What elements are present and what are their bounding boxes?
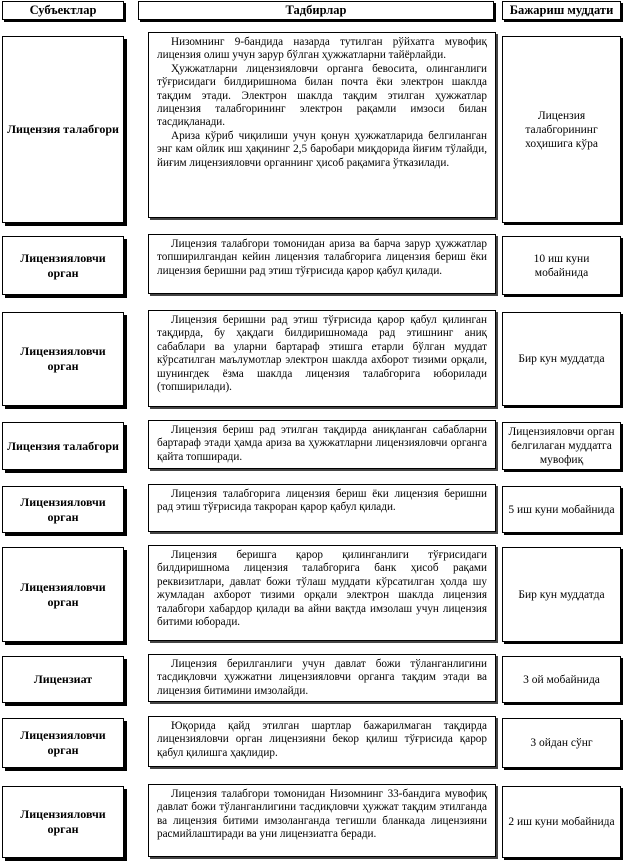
measure-paragraph: Лицензия талабгори томонидан ариза ва барча зарур ҳужжатлар топширилгандан кейин лицензия талабгорига лицензия бериш ёки лицензия беришни рад этиш тўғрисида қарор қабул қилади. [157,238,487,277]
header-measures [138,1,494,20]
row-deadline-label: Бир кун муддатда [518,588,605,601]
row-subject [2,718,124,768]
row-deadline-label: 3 ойдан сўнг [530,737,593,749]
row-measures [148,234,496,294]
measure-paragraph: Лицензия беришга қарор қилинганлиги тўғрисидаги билдиришнома лицензия талабгорига банк ҳисоб рақами реквизитлари, давлат божи тўлаш муддати кўрсатилган ҳолда шу жумладан ахборот тизими орқали электрон шаклда лицензия талабгори хабардор қилади ва айни вақтда имзолаш учун лицензия битими юборади. [157,549,487,629]
header-deadline-label: Бажариш муддати [509,3,614,17]
row-measures [148,545,496,641]
row-measures [148,310,496,407]
measure-paragraph: Лицензия талабгорига лицензия бериш ёки лицензия беришни рад этиш тўғрисида такроран қарор қабул қилади. [157,488,487,514]
row-measures [148,784,496,857]
row-subject-label: Лицензияловчи орган [20,579,106,609]
row-subject [2,236,124,295]
measure-paragraph: Ҳужжатларни лицензияловчи органга бевосита, олинганлиги тўғрисидаги билдиришнома билан почта ёки электрон шаклда тақдим этади. Электрон шаклда тақдим этилган ҳужжатлар лицензия талабгорининг электрон рақамли имзоси билан тасдиқланади. [157,62,487,129]
row-measures [148,484,496,532]
header-subject-label: Субъектлар [29,3,97,17]
measure-paragraph: Лицензия талабгори томонидан Низомнинг 33-бандига мувофиқ давлат божи тўланганлигини тасдиқловчи ҳужжат тақдим этилганда ва лицензия битими имзоланганда тегишли бланкада лицензияни расмийлаштиради ва уни лицензиатга беради. [157,788,487,841]
measure-paragraph: Ариза кўриб чиқилиши учун қонун ҳужжатларида белгиланган энг кам ойлик иш ҳақининг 2,5 баробари миқдорида йиғим тўлайди, йиғим лицензияловчи органнинг ҳисоб рақамига ўтказилади. [157,129,487,169]
row-measures [148,716,496,767]
row-subject-label: Лицензияловчи орган [20,494,106,524]
row-deadline [502,422,621,470]
row-subject [2,656,124,703]
row-subject [2,36,124,223]
row-deadline [502,486,621,533]
row-subject-label: Лицензиат [33,672,93,686]
row-measures [148,654,496,702]
measure-paragraph: Лицензия берилганлиги учун давлат божи тўланганлигини тасдиқловчи ҳужжатни лицензияловчи органга тақдим этади ва лицензия битимини имзолайди. [157,658,487,697]
measure-paragraph: Лицензия беришни рад этиш тўғрисида қарор қабул қилинган тақдирда, бу ҳақдаги билдиришномада рад этишнинг аниқ сабаблари ва уларни бартараф этишга етарли бўлган муддат кўрсатилган маълумотлар электрон шаклда ахборот тизими орқали, шунингдек ёзма шаклда лицензия талабгорига юборилади (топширилади). [157,314,487,394]
row-deadline [502,236,621,295]
row-subject [2,547,124,642]
row-deadline [502,36,621,223]
measure-paragraph: Низомнинг 9-бандида назарда тутилган рўйхатга мувофиқ лицензия олиш учун зарур бўлган ҳужжатларни тайёрлайди. [157,36,487,62]
measure-paragraph: Лицензия бериш рад этилган тақдирда аниқланган сабабларни бартараф этади ҳамда ариза ва ҳужжатларни лицензияловчи органга қайта топширади. [157,424,487,463]
row-deadline-label: 2 иш куни мобайнида [508,816,615,828]
row-deadline-label: 5 иш куни мобайнида [508,503,615,516]
row-deadline-label: 3 ой мобайнида [523,673,600,686]
row-subject [2,486,124,533]
header-measures-label: Тадбирлар [285,3,347,17]
header-deadline [502,1,621,20]
row-subject [2,422,124,470]
row-deadline-label: Лицензия талабгорининг хоҳишига кўра [525,109,598,150]
row-deadline [502,312,621,406]
row-deadline-label: Бир кун муддатда [518,353,605,365]
row-deadline [502,718,621,768]
row-subject-label: Лицензияловчи орган [20,728,106,757]
row-subject-label: Лицензияловчи орган [20,250,106,280]
measure-paragraph: Юқорида қайд этилган шартлар бажарилмаган тақдирда лицензияловчи орган лицензияни бекор қилиш тўғрисида қарор қабул қилишга ҳақлидир. [157,720,487,759]
row-measures [148,420,496,469]
row-deadline [502,656,621,703]
row-subject-label: Лицензия талабгори [7,122,119,136]
row-deadline-label: 10 иш куни мобайнида [533,252,590,279]
row-subject-label: Лицензия талабгори [7,438,119,453]
header-subject [2,1,124,20]
row-deadline [502,547,621,642]
row-deadline-label: Лицензияловчи орган белгилаган муддатга мувофиқ [508,426,615,466]
row-subject [2,312,124,406]
row-measures [148,32,496,218]
row-subject [2,786,124,858]
row-subject-label: Лицензияловчи орган [20,344,106,373]
row-deadline [502,786,621,858]
row-subject-label: Лицензияловчи орган [20,807,106,836]
